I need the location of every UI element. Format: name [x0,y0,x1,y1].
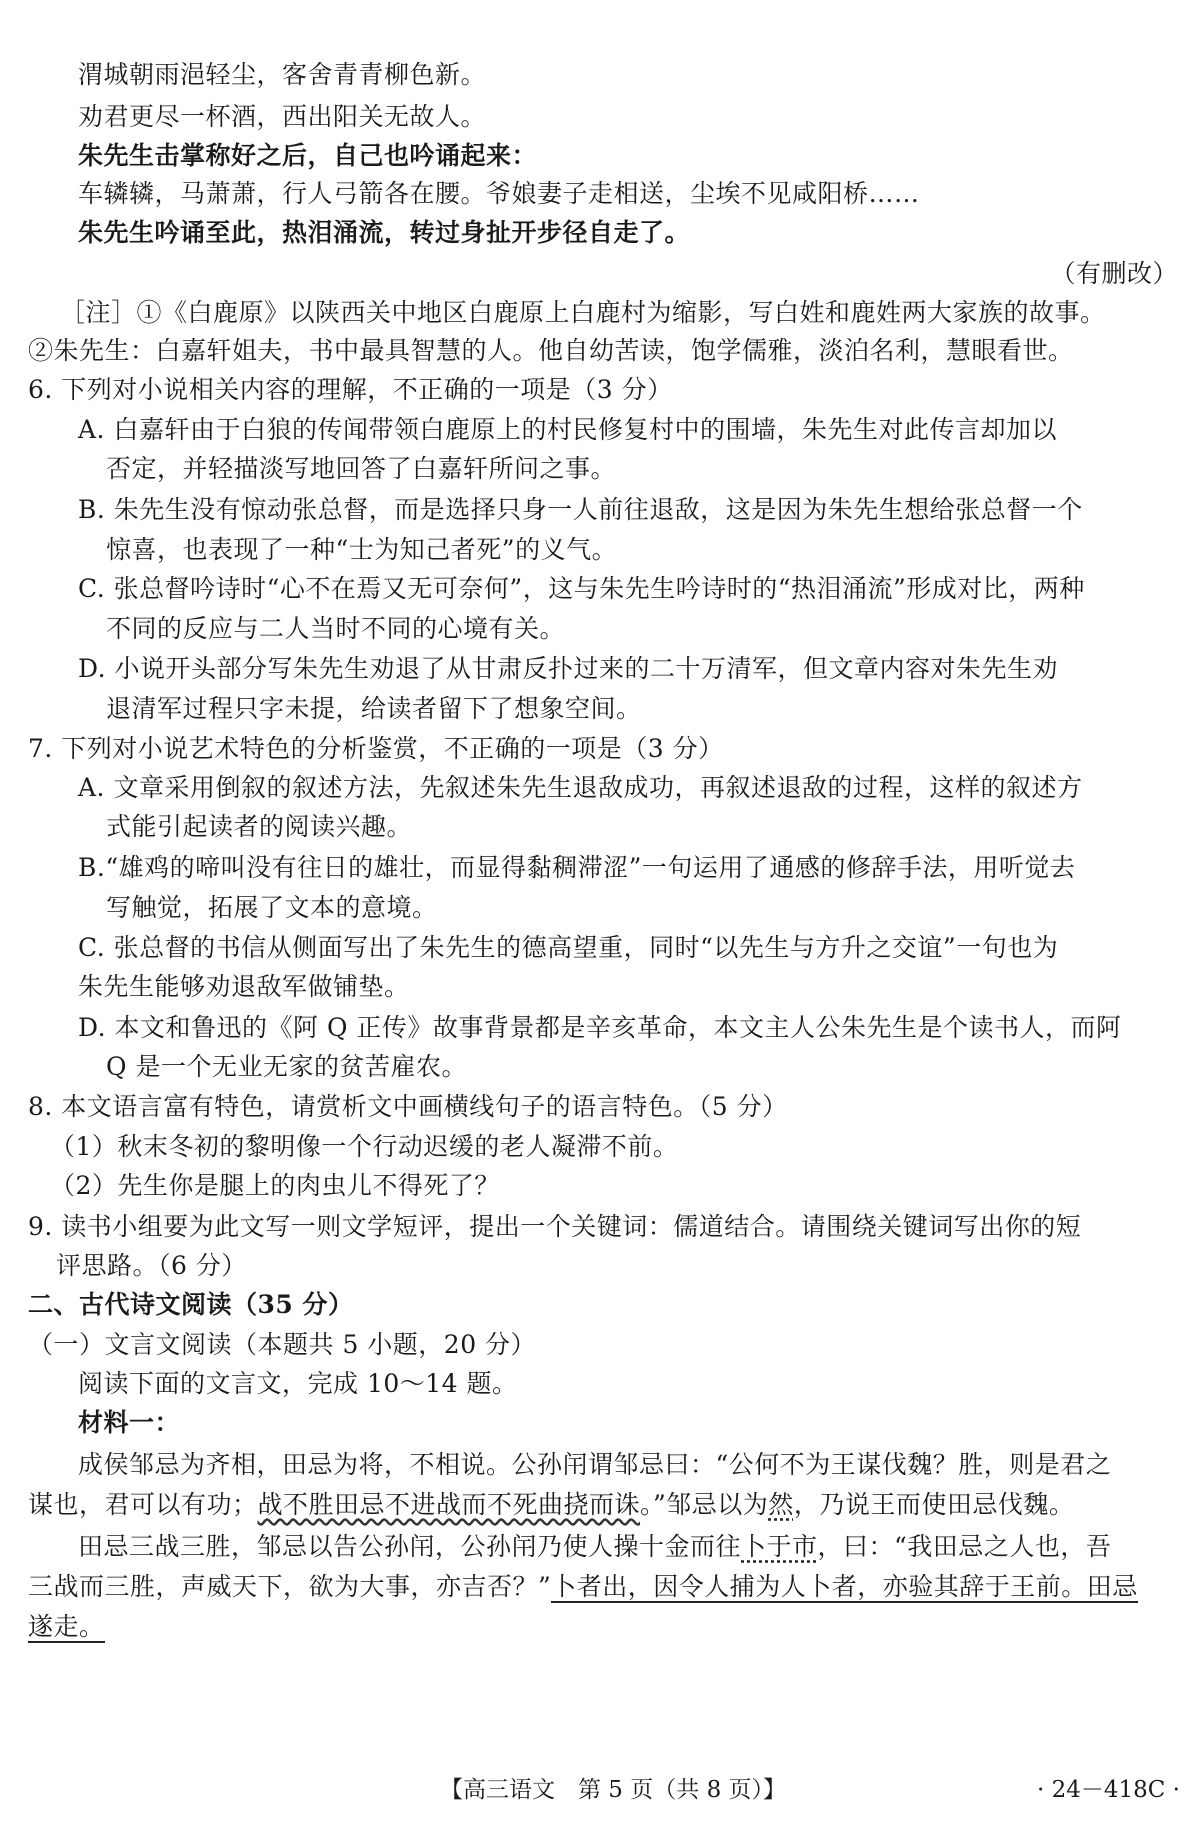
wavy-underlined-sentence: 战不胜田忌不进战而不死曲挠而诛 [257,1490,641,1519]
passage-line [28,1488,1074,1522]
passage-text: 。”邹忌以为 [640,1490,769,1519]
passage-text: ，曰：“我田忌之人也，吾 [817,1532,1112,1561]
poem2-line: 车辚辚，马萧萧，行人弓箭各在腰。爷娘妻子走相送，尘埃不见咸阳桥…… [78,179,920,208]
question-8-stem: 8. 本文语言富有特色，请赏析文中画横线句子的语言特色。（5 分） [28,1092,788,1121]
question-7-option-d-cont: Q 是一个无业无家的贫苦雇农。 [106,1052,467,1081]
question-7-option-a: A. 文章采用倒叙的叙述方法，先叙述朱先生退敌成功，再叙述退敌的过程，这样的叙述方 [78,773,1083,802]
question-8-sentence-2: （2）先生你是腿上的肉虫儿不得死了？ [50,1171,500,1200]
question-7-option-b: B.“雄鸡的啼叫没有往日的雄壮，而显得黏稠滞涩”一句运用了通感的修辞手法，用听觉去 [78,853,1076,882]
footnote-line1: ［注］①《白鹿原》以陕西关中地区白鹿原上白鹿村为缩影，写白姓和鹿姓两大家族的故事。 [60,298,1106,327]
question-6-option-b-cont: 惊喜，也表现了一种“士为知己者死”的义气。 [106,535,618,564]
passage-line [78,1530,1111,1564]
passage-text: 田忌三战三胜，邹忌以告公孙闬，公孙闬乃使人操十金而往 [78,1532,742,1561]
poem1-line1: 渭城朝雨浥轻尘，客舍青青柳色新。 [78,60,487,89]
question-7-stem: 7. 下列对小说艺术特色的分析鉴赏，不正确的一项是（3 分） [28,734,724,763]
question-9-stem-cont: 评思路。（6 分） [56,1251,247,1280]
passage-text: 谋也，君可以有功； [28,1490,258,1519]
passage-text: ，乃说王而使田忌伐魏。 [793,1490,1075,1519]
footnote-line2: ②朱先生：白嘉轩姐夫，书中最具智慧的人。他自幼苦读，饱学儒雅，淡泊名利，慧眼看世。 [28,336,1074,365]
question-6-option-b: B. 朱先生没有惊动张总督，而是选择只身一人前往退敌，这是因为朱先生想给张总督一个 [78,495,1083,524]
narration-line: 朱先生击掌称好之后，自己也吟诵起来： [78,141,538,170]
material-label: 材料一： [78,1408,181,1437]
question-9-stem: 9. 读书小组要为此文写一则文学短评，提出一个关键词：儒道结合。请围绕关键词写出你的短 [28,1212,1082,1241]
exam-code: · 24－418C · [1036,1777,1180,1803]
poem1-line2: 劝君更尽一杯酒，西出阳关无故人。 [78,102,487,131]
question-6-option-c-cont: 不同的反应与二人当时不同的心境有关。 [106,614,566,643]
dotted-word: 然 [768,1490,794,1519]
page-footer: 【高三语文 第 5 页（共 8 页）】 [440,1777,787,1803]
question-6-option-a-cont: 否定，并轻描淡写地回答了白嘉轩所问之事。 [106,454,617,483]
section-heading: 二、古代诗文阅读（35 分） [28,1290,354,1319]
question-7-option-d: D. 本文和鲁迅的《阿 Q 正传》故事背景都是辛亥革命，本文主人公朱先生是个读书人，而阿 [78,1013,1122,1042]
question-6-stem: 6. 下列对小说相关内容的理解，不正确的一项是（3 分） [28,375,673,404]
source-note: （有删改） [1050,259,1178,288]
question-8-sentence-1: （1）秋末冬初的黎明像一个行动迟缓的老人凝滞不前。 [50,1132,679,1161]
dotted-word: 卜于市 [741,1532,818,1561]
narration-line: 朱先生吟诵至此，热泪涌流，转过身扯开步径自走了。 [78,218,691,247]
question-7-option-c: C. 张总督的书信从侧面写出了朱先生的德高望重，同时“以先生与方升之交谊”一句也为 [78,933,1059,962]
subsection-heading: （一）文言文阅读（本题共 5 小题，20 分） [28,1330,537,1359]
underlined-sentence: 遂走。 [28,1612,105,1641]
passage-text: 三战而三胜，声威天下，欲为大事，亦吉否？” [28,1572,552,1601]
question-6-option-c: C. 张总督吟诗时“心不在焉又无可奈何”，这与朱先生吟诗时的“热泪涌流”形成对比，两种 [78,574,1085,603]
question-7-option-b-cont: 写触觉，拓展了文本的意境。 [106,893,438,922]
question-7-option-c-cont: 朱先生能够劝退敌军做铺垫。 [78,972,410,1001]
passage-line: 成侯邹忌为齐相，田忌为将，不相说。公孙闬谓邹忌曰：“公何不为王谋伐魏？胜，则是君之 [78,1450,1112,1479]
reading-instruction: 阅读下面的文言文，完成 10～14 题。 [78,1369,518,1398]
question-6-option-a: A. 白嘉轩由于白狼的传闻带领白鹿原上的村民修复村中的围墙，朱先生对此传言却加以 [78,415,1057,444]
underlined-sentence: 卜者出，因令人捕为人卜者，亦验其辞于王前。田忌 [551,1572,1138,1601]
question-7-option-a-cont: 式能引起读者的阅读兴趣。 [106,812,413,841]
question-6-option-d-cont: 退清军过程只字未提，给读者留下了想象空间。 [106,694,642,723]
passage-line [28,1610,105,1644]
question-6-option-d: D. 小说开头部分写朱先生劝退了从甘肃反扑过来的二十万清军，但文章内容对朱先生劝 [78,654,1059,683]
passage-line [28,1570,1138,1604]
